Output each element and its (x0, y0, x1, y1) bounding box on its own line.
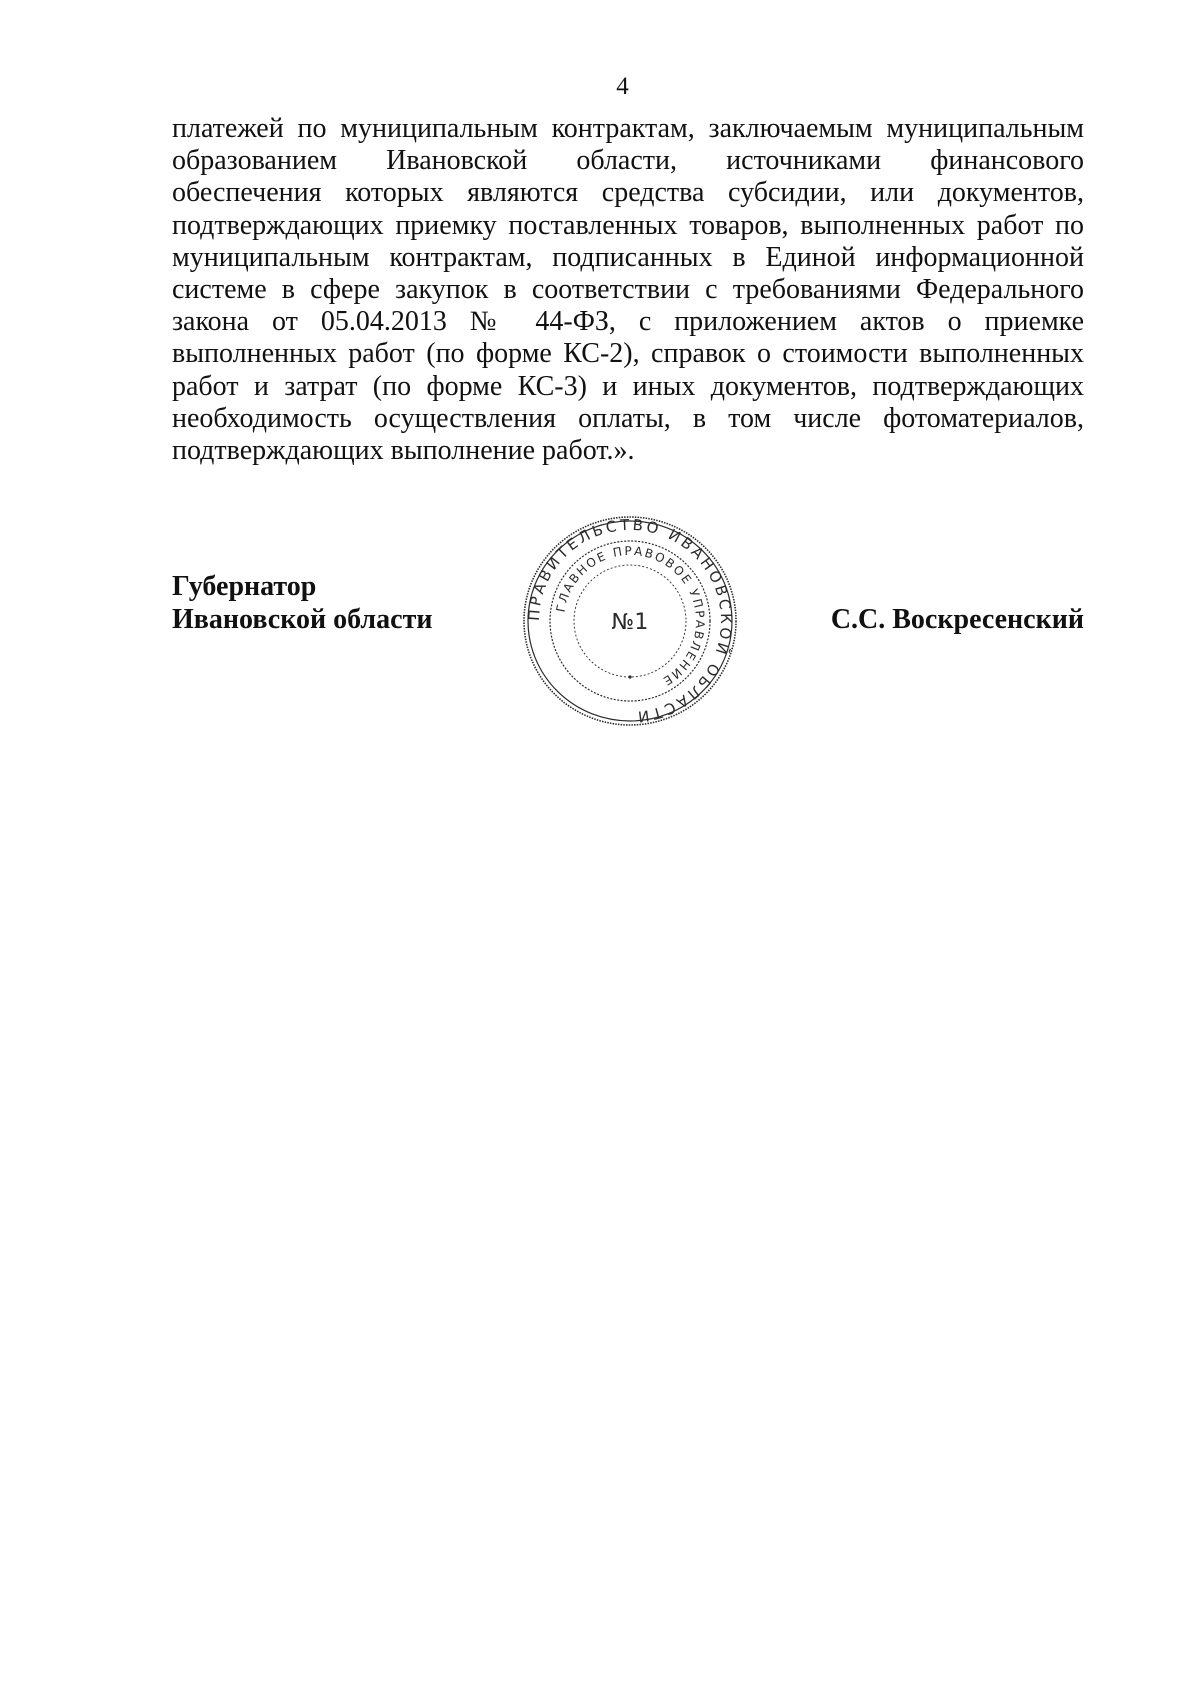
paragraph-line: платежей по муниципальным контрактам, заключаемым муниципальным (172, 113, 1084, 144)
paragraph-line: подтверждающих выполнение работ.». (172, 435, 635, 467)
body-paragraph (172, 113, 1084, 467)
signer-position-line-1: Губернатор (172, 571, 317, 602)
paragraph-line: необходимость осуществления оплаты, в том числе фотоматериалов, (172, 402, 1084, 434)
signer-position (172, 570, 432, 636)
paragraph-line: работ и затрат (по форме КС-3) и иных документов, подтверждающих (172, 370, 1084, 402)
paragraph-line: закона от 05.04.2013 № 44-ФЗ, с приложением актов о приемке (172, 306, 1084, 338)
official-stamp (522, 515, 738, 727)
signer-name: С.С. Воскресенский (830, 604, 1084, 635)
signer-position-line-2: Ивановской области (172, 604, 433, 635)
stamp-center-text: №1 (611, 610, 649, 635)
paragraph-line: системе в сфере закупок в соответствии с требованиями Федерального (172, 274, 1084, 306)
page-number: 4 (616, 73, 629, 100)
stamp-inner-text: ГЛАВНОЕ ПРАВОВОЕ УПРАВЛЕНИЕ (553, 543, 708, 689)
paragraph-line: обеспечения которых являются средства субсидии, или документов, (172, 177, 1084, 209)
paragraph-line: муниципальным контрактам, подписанных в Единой информационной (172, 241, 1084, 273)
paragraph-line: образованием Ивановской области, источниками финансового (172, 145, 1084, 177)
paragraph-line: выполненных работ (по форме КС-2), справок о стоимости выполненных (172, 338, 1084, 370)
paragraph-line: подтверждающих приемку поставленных товаров, выполненных работ по (172, 209, 1084, 241)
stamp-seal-icon (522, 515, 738, 727)
stamp-outer-text: ПРАВИТЕЛЬСТВО ИВАНОВСКОЙ ОБЛАСТИ (524, 515, 736, 727)
stamp-dot-icon (628, 675, 631, 678)
